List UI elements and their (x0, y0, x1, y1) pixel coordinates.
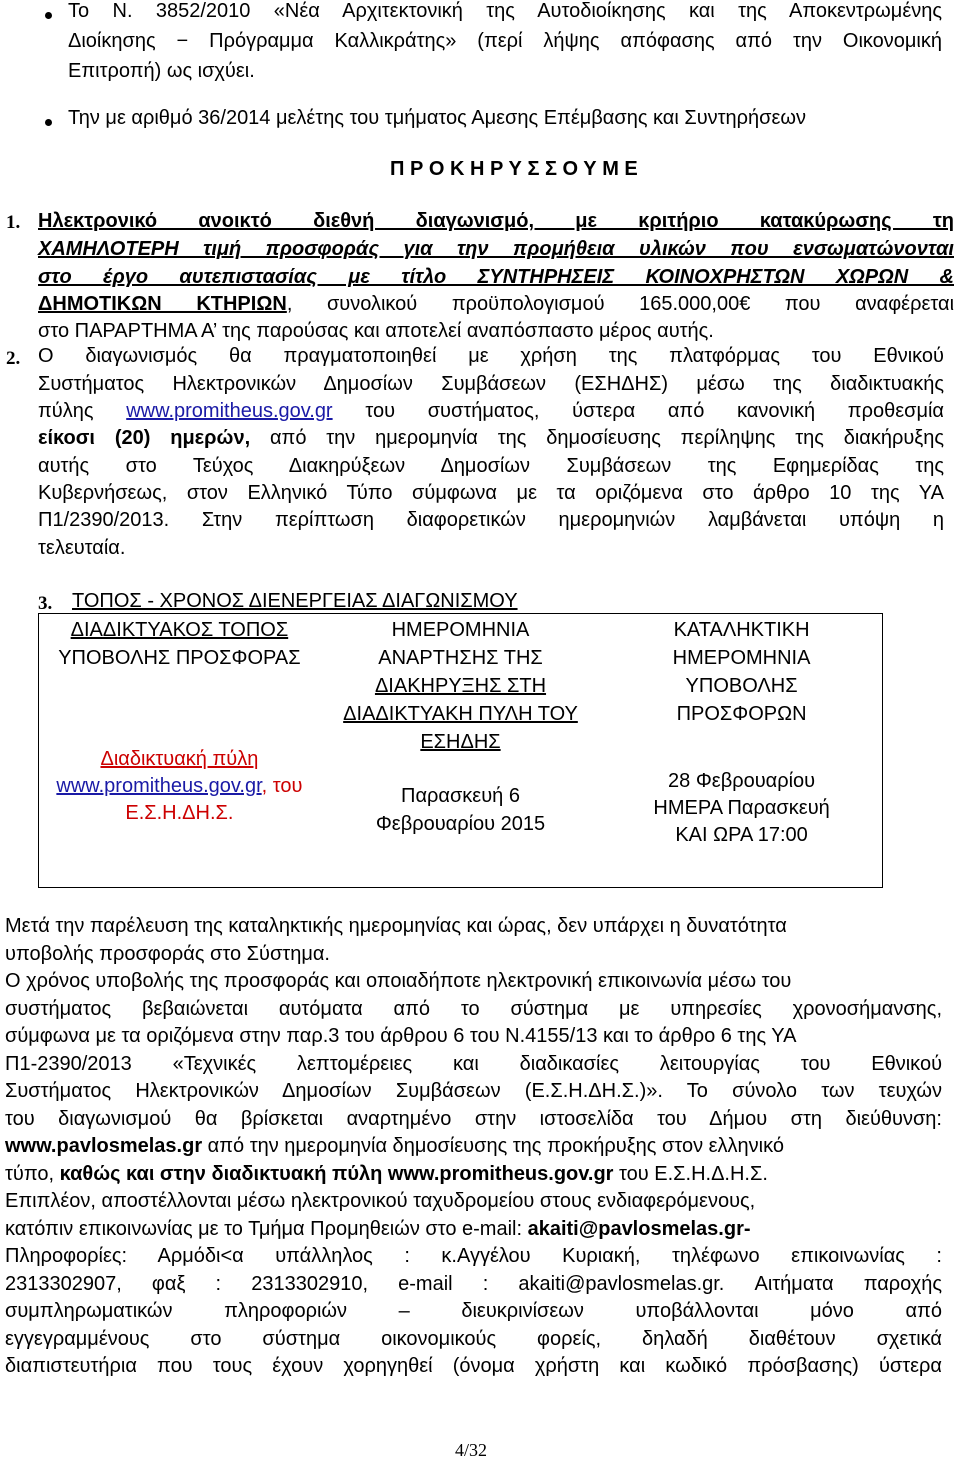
para-line-9 (5, 1135, 784, 1158)
bullet-dot (45, 119, 52, 126)
col-deadline-header-line: ΠΡΟΣΦΟΡΩΝ (676, 703, 807, 725)
deadline-line: ΗΜΕΡΑ Παρασκευή (653, 797, 830, 819)
para-line-14: 2313302907, φαξ : 2313302910, e-mail : akaiti@pavlosmelas.gr. Αιτήματα παροχής (5, 1273, 942, 1295)
col-publication-header-line: ΕΣΗΔΗΣ (420, 731, 501, 753)
para-line-13: Πληροφορίες: Αρμόδι<α υπάλληλος : κ.Αγγέλου Κυριακή, τηλέφωνο επικοινωνίας : (5, 1245, 942, 1267)
item-2-line-6: Κυβερνήσεως, στον Ελληνικό Τύπο σύμφωνα με τα οριζόμενα στο άρθρο 10 της ΥΑ (38, 482, 944, 504)
item-1-line-1: Ηλεκτρονικό ανοικτό διεθνή διαγωνισμό, με κριτήριο κατακύρωσης τη (38, 210, 954, 232)
publication-date-line: Φεβρουαρίου 2015 (375, 813, 546, 835)
item-2-line-5: αυτής στο Τεύχος Διακηρύξεων Δημοσίων Συμβάσεων της Εφημερίδας της (38, 455, 944, 477)
col-publication-header (320, 614, 601, 756)
col-publication-header-line: ΗΜΕΡΟΜΗΝΙΑ (391, 619, 530, 641)
para-text: από την ημερομηνία δημοσίευσης της προκήρυξης στον ελληνικό (202, 1135, 784, 1157)
col-place-value (39, 746, 320, 827)
publication-date-line: Παρασκευή 6 (401, 785, 520, 807)
item-3-heading: ΤΟΠΟΣ - ΧΡΟΝΟΣ ΔΙΕΝΕΡΓΕΙΑΣ ΔΙΑΓΩΝΙΣΜΟΥ (72, 590, 518, 612)
table-col-place (39, 614, 320, 888)
bullet-1-line-3: Επιτροπή) ως ισχύει. (68, 60, 255, 82)
item-1-number: 1. (6, 212, 21, 233)
col-publication-header-line: ΑΝΑΡΤΗΣΗΣ ΤΗΣ (378, 647, 543, 669)
col-deadline-value (601, 768, 882, 849)
item-2-line-7: Π1/2390/2013. Στην περίπτωση διαφορετικών ημερομηνιών λαμβάνεται υπόψη η (38, 509, 944, 531)
portal-link[interactable]: www.promitheus.gov.gr (56, 775, 262, 797)
deadline-line: 28 Φεβρουαρίου (668, 770, 816, 792)
col-deadline-header (601, 614, 882, 728)
item-2-number: 2. (6, 348, 21, 369)
para-line-8: του διαγωνισμού θα βρίσκεται αναρτημένο στην ιστοσελίδα του Δήμου στη διεύθυνση: (5, 1108, 942, 1130)
para-line-11: Επιπλέον, αποστέλλονται μέσω ηλεκτρονικού ταχυδρομείου στους ενδιαφερόμενους, (5, 1190, 756, 1212)
page-number: 4/32 (455, 1440, 488, 1460)
item-2-line-1: Ο διαγωνισμός θα πραγματοποιηθεί με χρήση της πλατφόρμας του Εθνικού (38, 345, 944, 367)
col-place-header-line: ΔΙΑΔΙΚΤΥΑΚΟΣ ΤΟΠΟΣ (70, 619, 289, 641)
item-2-line-8: τελευταία. (38, 537, 126, 559)
para-line-4: συστήματος βεβαιώνεται αυτόματα από το σύστημα με υπηρεσίες χρονοσήμανσης, (5, 998, 942, 1020)
table-col-deadline (601, 614, 882, 888)
item-2-text: του συστήματος, ύστερα από κανονική προθεσμία (332, 400, 944, 422)
col-deadline-header-line: ΥΠΟΒΟΛΗΣ (685, 675, 798, 697)
item-3-number: 3. (38, 593, 53, 614)
para-line-6: Π1-2390/2013 «Τεχνικές λεπτομέρειες και διαδικασίες λειτουργίας του Εθνικού (5, 1053, 942, 1075)
item-1-line-4 (38, 293, 954, 316)
para-line-5: σύμφωνα με τα οριζόμενα στην παρ.3 του άρθρου 6 του Ν.4155/13 και το άρθρο 6 της ΥΑ (5, 1025, 797, 1047)
dates-table (38, 613, 883, 888)
item-2-text: πύλης (38, 400, 127, 422)
col-deadline-header-line: ΗΜΕΡΟΜΗΝΙΑ (672, 647, 811, 669)
para-text: τύπο, (5, 1163, 60, 1185)
col-publication-header-line: ΔΙΑΔΙΚΤΥΑΚΗ ΠΥΛΗ ΤΟΥ (343, 703, 578, 725)
item-1-title-end: ΔΗΜΟΤΙΚΩΝ ΚΤΗΡΙΩΝ (38, 293, 287, 315)
para-line-1: Μετά την παρέλευση της καταληκτικής ημερομηνίας και ώρας, δεν υπάρχει η δυνατότητα (5, 915, 787, 937)
bullet-2-line-1: Την με αριθμό 36/2014 μελέτης του τμήματος Αμεσης Επέμβασης και Συντηρήσεων (68, 107, 807, 129)
para-line-3: Ο χρόνος υποβολής της προσφοράς και οποιαδήποτε ηλεκτρονική επικοινωνία μέσω του (5, 970, 792, 992)
para-line-12 (5, 1218, 751, 1241)
para-line-10 (5, 1163, 768, 1186)
bullet-dot (45, 12, 52, 19)
portal-system: Ε.Σ.Η.ΔΗ.Σ. (125, 802, 234, 824)
para-line-2: υποβολής προσφοράς στο Σύστημα. (5, 943, 330, 965)
item-1-line-5: στο ΠΑΡΑΡΤΗΜΑ Α’ της παρούσας και αποτελεί αναπόσπαστο μέρος αυτής. (38, 320, 714, 342)
item-2-line-2: Συστήματος Ηλεκτρονικών Δημοσίων Συμβάσεων (ΕΣΗΔΗΣ) μέσω της διαδικτυακής (38, 373, 944, 395)
portal-label: Διαδικτυακή πύλη (100, 748, 259, 770)
bullet-1-line-2: Διοίκησης − Πρόγραμμα Καλλικράτης» (περί λήψης απόφασης από την Οικονομική (68, 30, 942, 52)
item-1-budget: , συνολικού προϋπολογισμού 165.000,00€ που αναφέρεται (286, 293, 955, 315)
portal-suffix: , του (261, 775, 303, 797)
para-line-16: εγγεγραμμένους στο σύστημα οικονομικούς φορείς, δηλαδή διαθέτουν σχετικά (5, 1328, 942, 1350)
item-1-line-2: ΧΑΜΗΛΟΤΕΡΗ τιμή προσφοράς για την προμήθεια υλικών που ενσωματώνονται (38, 238, 954, 260)
item-2-text: από την ημερομηνία της δημοσίευσης περίληψης της διακήρυξης (250, 427, 944, 449)
proclaim-heading: Π Ρ Ο Κ Η Ρ Υ Σ Σ Ο Υ Μ Ε (390, 158, 638, 180)
bullet-1-line-1: Το Ν. 3852/2010 «Νέα Αρχιτεκτονική της Αυτοδιοίκησης και της Αποκεντρωμένης (68, 0, 942, 22)
para-line-7: Συστήματος Ηλεκτρονικών Δημοσίων Συμβάσεων (Ε.Σ.Η.ΔΗ.Σ.)». Το σύνολο των τευχών (5, 1080, 942, 1102)
contact-email: akaiti@pavlosmelas.gr- (527, 1218, 751, 1240)
municipality-website: www.pavlosmelas.gr (5, 1135, 203, 1157)
para-text: του Ε.Σ.Η.Δ.Η.Σ. (613, 1163, 768, 1185)
para-line-17: διαπιστευτήρια που τους έχουν χορηγηθεί (όνομα χρήστη και κωδικό πρόσβασης) ύστερα (5, 1355, 942, 1377)
col-publication-value (320, 782, 601, 838)
col-place-header (39, 614, 320, 672)
portal-mention: καθώς και στην διαδικτυακή πύλη www.promitheus.gov.gr (59, 1163, 614, 1185)
col-deadline-header-line: ΚΑΤΑΛΗΚΤΙΚΗ (673, 619, 810, 641)
deadline-line: ΚΑΙ ΩΡΑ 17:00 (675, 824, 808, 846)
item-2-line-4 (38, 427, 944, 450)
promitheus-link[interactable]: www.promitheus.gov.gr (126, 400, 333, 422)
item-2-deadline: είκοσι (20) ημερών, (38, 427, 251, 449)
para-line-15: συμπληρωματικών πληροφοριών – διευκρινίσεων υποβάλλονται μόνο από (5, 1300, 942, 1322)
item-2-line-3 (38, 400, 944, 423)
item-1-line-3: στο έργο αυτεπιστασίας με τίτλο ΣΥΝΤΗΡΗΣΕΙΣ ΚΟΙΝΟΧΡΗΣΤΩΝ ΧΩΡΩΝ & (38, 266, 954, 288)
col-publication-header-line: ΔΙΑΚΗΡΥΞΗΣ ΣΤΗ (374, 675, 547, 697)
table-col-publication (320, 614, 601, 888)
para-text: κατόπιν επικοινωνίας με το Τμήμα Προμηθειών στο e-mail: (5, 1218, 528, 1240)
col-place-header-line: ΥΠΟΒΟΛΗΣ ΠΡΟΣΦΟΡΑΣ (58, 647, 301, 669)
